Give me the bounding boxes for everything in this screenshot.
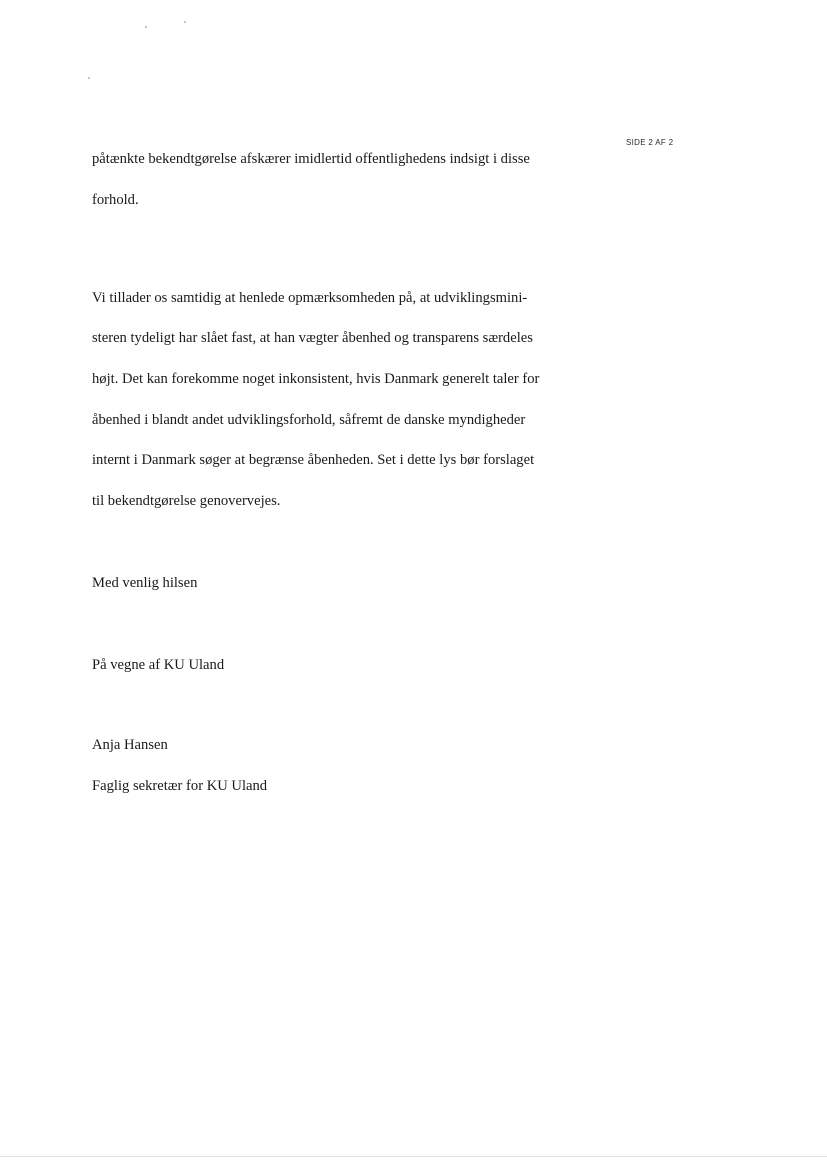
on-behalf-text: På vegne af KU Uland — [92, 656, 225, 673]
scan-speck — [145, 26, 147, 28]
page-number: SIDE 2 AF 2 — [626, 138, 674, 147]
scan-speck — [88, 77, 90, 79]
letter-body — [92, 129, 602, 817]
paragraph-intro-continued — [92, 129, 602, 230]
text-line: Vi tillader os samtidig at henlede opmærksomheden på, at udviklingsmini- — [92, 289, 528, 306]
greeting-text: Med venlig hilsen — [92, 574, 198, 591]
text-line: åbenhed i blandt andet udviklingsforhold, såfremt de danske myndigheder — [92, 411, 526, 428]
signer-title: Faglig sekretær for KU Uland — [92, 778, 268, 795]
paragraph-transparency — [92, 267, 602, 531]
scan-specks — [0, 0, 827, 100]
scan-edge-line — [0, 1156, 827, 1157]
closing-greeting — [92, 552, 602, 613]
signature-block — [92, 715, 602, 816]
closing-on-behalf — [92, 634, 602, 695]
text-line: til bekendtgørelse genovervejes. — [92, 492, 281, 509]
text-line: internt i Danmark søger at begrænse åbenheden. Set i dette lys bør forslaget — [92, 452, 535, 469]
signer-name: Anja Hansen — [92, 737, 168, 754]
text-line: højt. Det kan forekomme noget inkonsistent, hvis Danmark generelt taler for — [92, 370, 540, 387]
text-line: forhold. — [92, 191, 139, 208]
scan-speck — [184, 21, 186, 23]
text-line: påtænkte bekendtgørelse afskærer imidlertid offentlighedens indsigt i disse — [92, 151, 530, 168]
text-line: steren tydeligt har slået fast, at han vægter åbenhed og transparens særdeles — [92, 330, 533, 347]
